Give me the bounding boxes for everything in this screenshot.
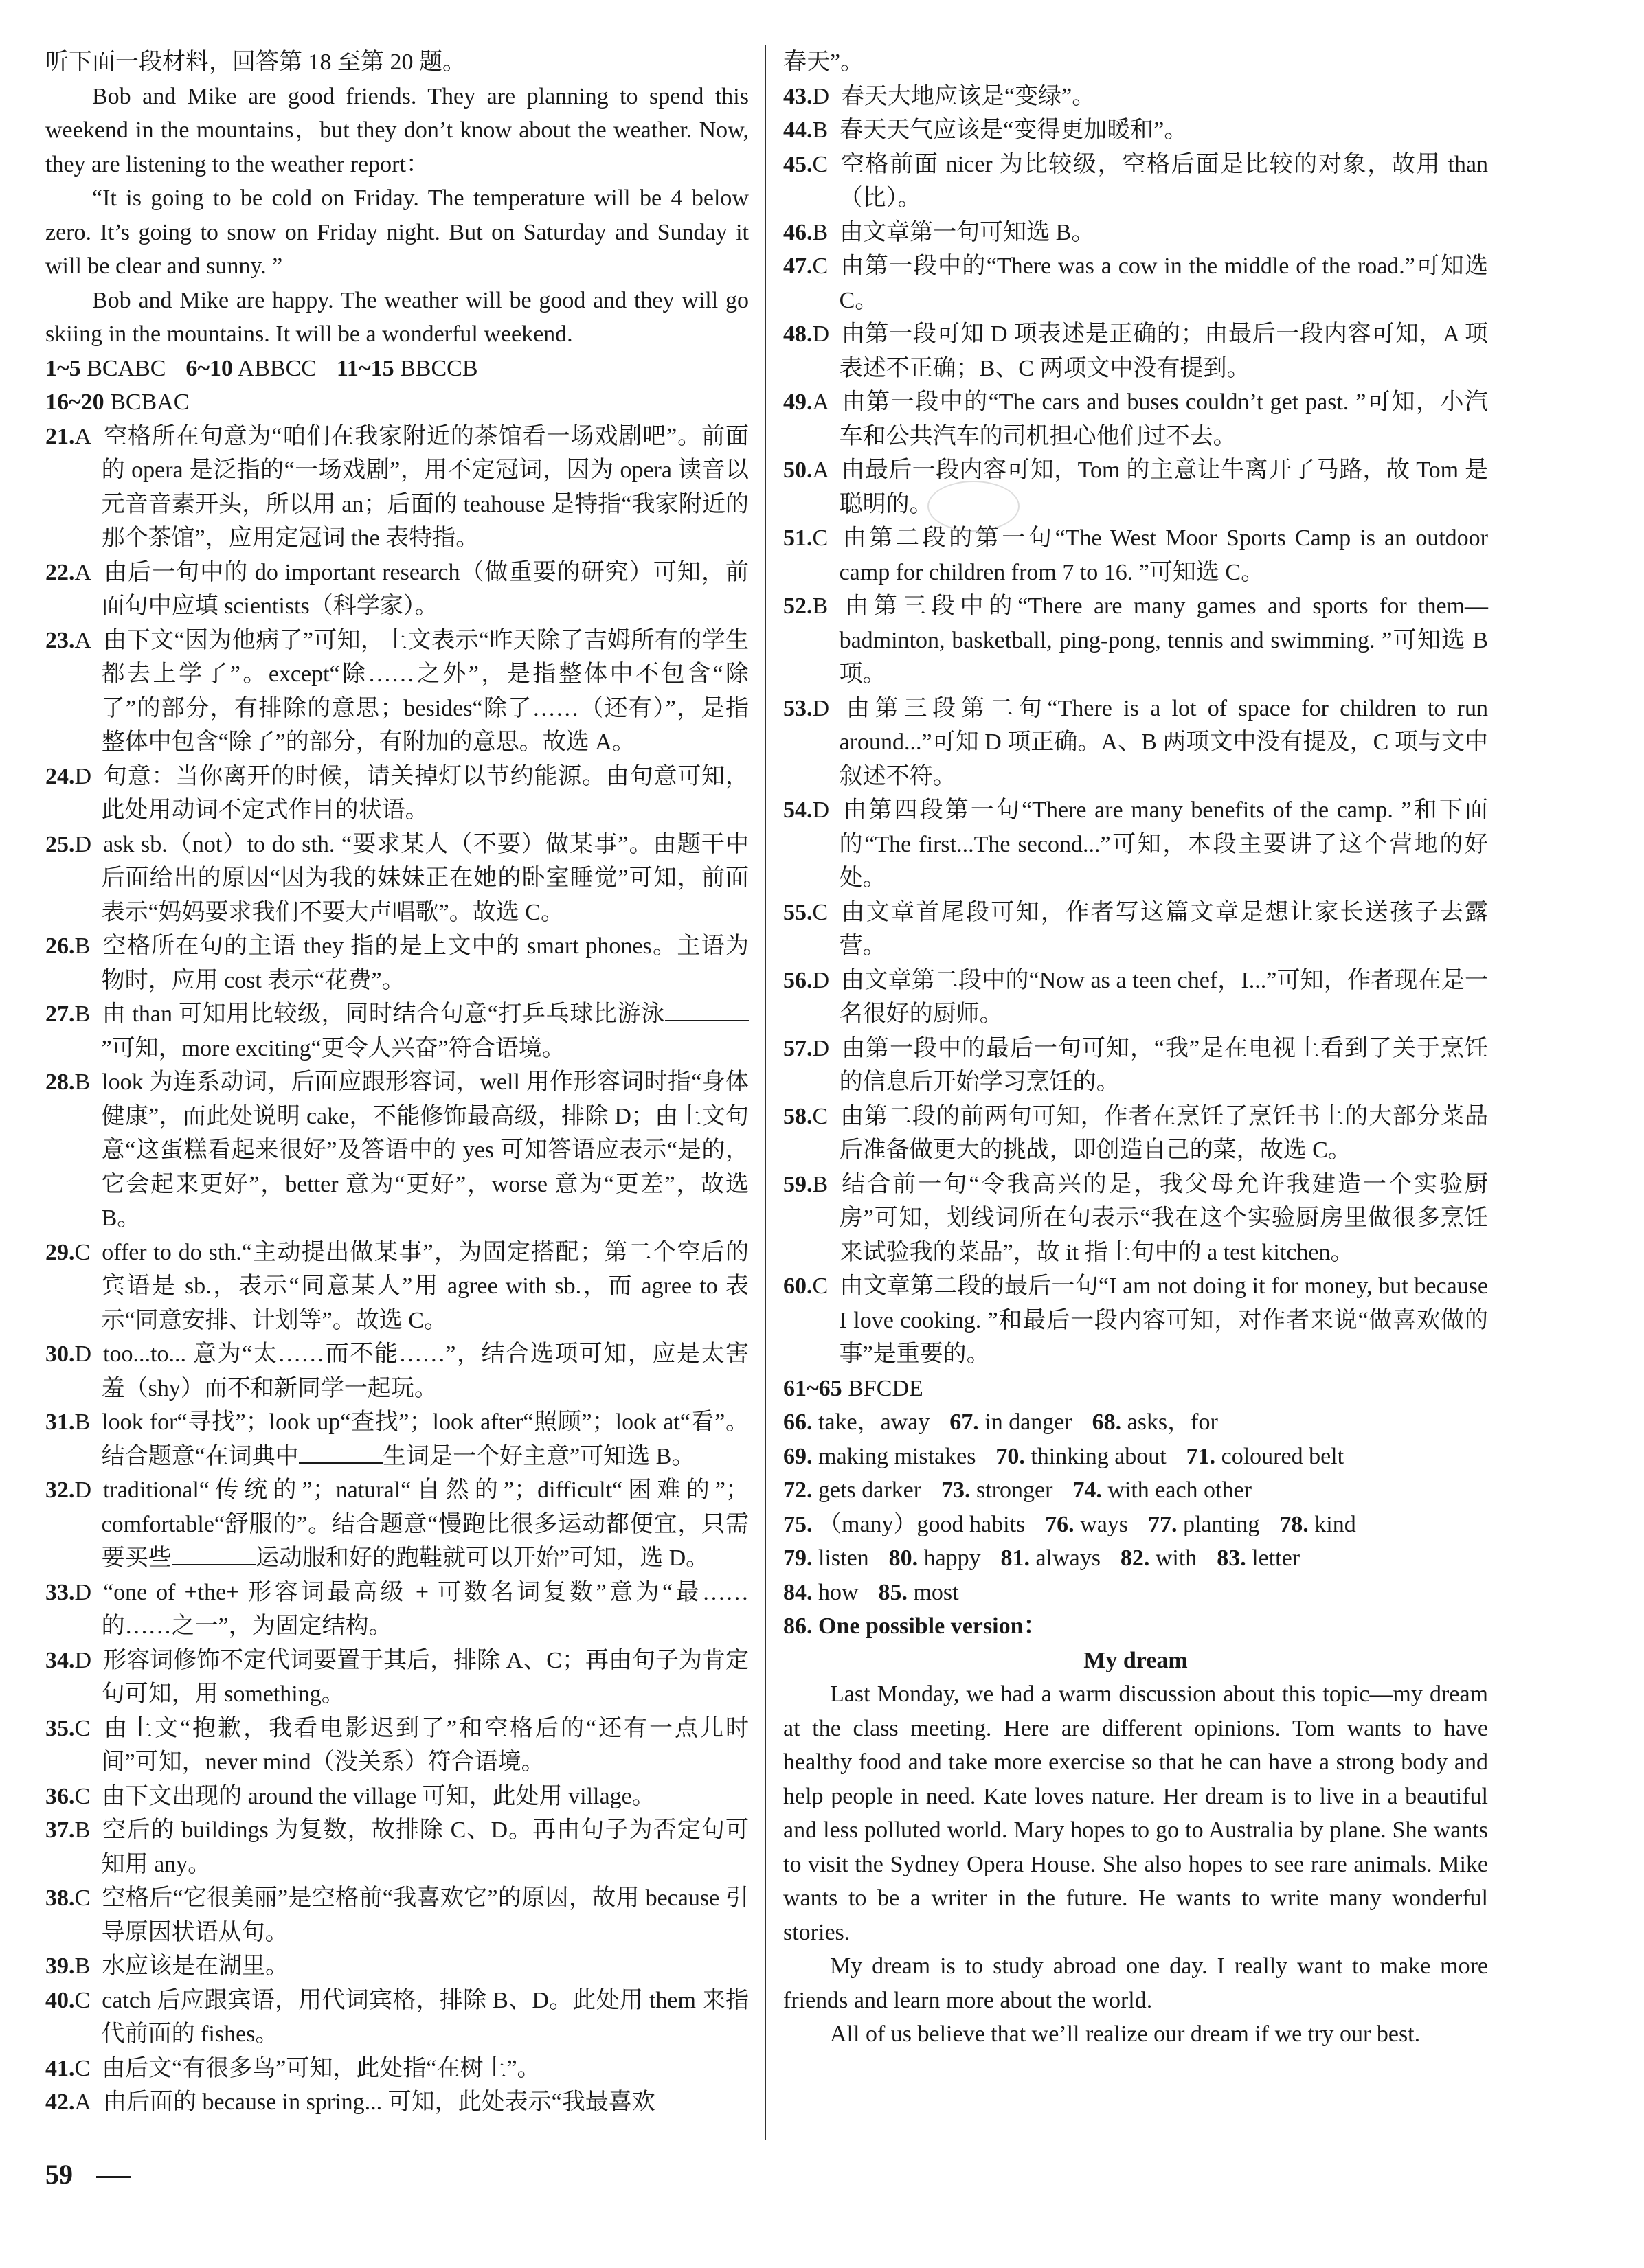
answer-range: 70. xyxy=(995,1443,1025,1469)
explanation: 由第三段第二句“There is a lot of space for children to run around...”可知 D 项正确。A、B 两项文中没有提及，C 项与文中叙述不符。 xyxy=(839,695,1488,789)
answer-number: 48. xyxy=(783,321,813,347)
answer-range: 72. xyxy=(783,1477,813,1503)
answer-key: A xyxy=(74,423,92,449)
answer-item xyxy=(783,793,1488,896)
answer-value: coloured belt xyxy=(1221,1443,1344,1469)
answer-group xyxy=(1001,1545,1101,1571)
answer-range: 81. xyxy=(1000,1545,1031,1571)
answer-group xyxy=(1186,1444,1344,1469)
explanation: 由文章第二段的最后一句“I am not doing it for money, but because I love cooking. ”和最后一段内容可知，对作者来说“做喜欢做的事”是重要的。 xyxy=(839,1273,1488,1367)
answer-item xyxy=(783,589,1488,692)
explanation: 空格所在句的主语 they 指的是上文中的 smart phones。主语为物时，应用 cost 表示“花费”。 xyxy=(101,933,749,993)
explanation: 由下文出现的 around the village 可知，此处用 village。 xyxy=(102,1783,655,1809)
answer-number: 26. xyxy=(45,933,75,959)
text-line: 春天”。 xyxy=(783,49,864,75)
answer-range: 71. xyxy=(1186,1443,1216,1469)
answer-range: 76. xyxy=(1045,1511,1074,1537)
answer-key: B xyxy=(74,1001,91,1027)
answer-group xyxy=(1148,1512,1259,1537)
answer-number: 60. xyxy=(783,1273,813,1299)
answer-number: 27. xyxy=(45,1001,75,1027)
explanation: 空后的 buildings 为复数，故排除 C、D。再由句子为否定句可知用 any。 xyxy=(101,1817,749,1877)
explanation: 由第一段中的“There was a cow in the middle of the road.”可知选 C。 xyxy=(839,253,1488,313)
answer-range: 66. xyxy=(783,1409,813,1435)
answer-value: ABBCC xyxy=(237,355,317,381)
explanation: 由后一句中的 do important research（做重要的研究）可知，前面句中应填 scientists（科学家）。 xyxy=(101,559,749,619)
answer-key: B xyxy=(74,933,91,959)
answer-item xyxy=(45,1473,749,1576)
answer-range: 67. xyxy=(949,1409,979,1435)
answer-item xyxy=(45,1881,749,1949)
answer-value: BBCCB xyxy=(400,355,478,381)
answer-number: 34. xyxy=(45,1647,75,1673)
answer-key: D xyxy=(812,797,830,823)
answer-number: 86. xyxy=(783,1613,813,1639)
answer-number: 37. xyxy=(45,1817,75,1843)
answer-key: B xyxy=(74,1817,91,1843)
answer-item xyxy=(783,385,1488,453)
answer-item xyxy=(45,1576,749,1644)
answer-key: B xyxy=(74,1409,91,1435)
answer-key: A xyxy=(74,627,92,653)
answer-range: 74. xyxy=(1072,1477,1102,1503)
answer-key: D xyxy=(812,83,830,109)
answer-number: 29. xyxy=(45,1239,75,1265)
answer-item xyxy=(783,964,1488,1032)
answer-group xyxy=(337,356,478,381)
answer-number: 23. xyxy=(45,627,75,653)
answer-value: with each other xyxy=(1107,1477,1252,1503)
answer-range: 11~15 xyxy=(336,355,394,381)
answer-number: 49. xyxy=(783,389,813,415)
explanation: 由第一段中的最后一句可知，“我”是在电视上看到了关于烹饪的信息后开始学习烹饪的。 xyxy=(839,1035,1488,1095)
answer-key: A xyxy=(812,389,830,415)
answer-value: asks，for xyxy=(1127,1409,1218,1435)
answer-group xyxy=(1121,1545,1197,1571)
answer-number: 52. xyxy=(783,593,813,619)
explanation-cont: 生词是一个好主意”可知选 B。 xyxy=(383,1443,695,1469)
answer-number: 33. xyxy=(45,1579,75,1605)
explanation: look for“寻找”；look up“查找”；look after“照顾”；look at“看”。结合题意“在词典中 xyxy=(101,1409,749,1469)
answer-number: 59. xyxy=(783,1171,813,1197)
explanation: 由后面的 because in spring... 可知，此处表示“我最喜欢 xyxy=(103,2089,655,2115)
answer-group xyxy=(1092,1409,1218,1435)
answer-key: D xyxy=(812,1035,830,1061)
answer-key: B xyxy=(812,1171,829,1197)
answer-key: C xyxy=(74,2055,91,2081)
answer-range: 77. xyxy=(1147,1511,1178,1537)
answer-row xyxy=(783,1576,1488,1610)
answer-range: 61~65 xyxy=(783,1375,842,1401)
answer-group xyxy=(783,1409,930,1435)
answer-number: 38. xyxy=(45,1885,75,1911)
answer-value: BCBAC xyxy=(110,389,190,415)
explanation: 空格后“它很美丽”是空格前“我喜欢它”的原因，故用 because 引导原因状语从句。 xyxy=(101,1885,749,1945)
answer-row xyxy=(783,1372,1488,1406)
answer-item xyxy=(45,828,749,930)
answer-number: 46. xyxy=(783,219,813,245)
explanation: 形容词修饰不定代词要置于其后，排除 A、C；再由句子为肯定句可知，用 something。 xyxy=(101,1647,749,1707)
answer-number: 41. xyxy=(45,2055,75,2081)
answer-number: 44. xyxy=(783,117,813,143)
answer-key: D xyxy=(74,1647,92,1673)
answer-key: B xyxy=(74,1069,91,1095)
answer-key: C xyxy=(812,253,829,279)
column-divider xyxy=(765,45,766,2140)
answer-value: listen xyxy=(818,1545,869,1571)
explanation: 由后文“有很多鸟”可知，此处指“在树上”。 xyxy=(102,2055,541,2081)
answer-range: 16~20 xyxy=(45,389,104,415)
answer-number: 45. xyxy=(783,151,813,177)
answer-key: C xyxy=(812,525,829,551)
answer-item xyxy=(783,521,1488,589)
answer-value: most xyxy=(913,1579,959,1605)
answer-value: kind xyxy=(1314,1511,1356,1537)
answer-range: 6~10 xyxy=(185,355,234,381)
watermark-stamp xyxy=(927,481,1020,532)
answer-group xyxy=(783,1545,869,1571)
answer-key: D xyxy=(812,967,830,993)
answer-item xyxy=(45,2085,749,2120)
answer-value: always xyxy=(1035,1545,1101,1571)
answer-key: C xyxy=(812,151,829,177)
answer-item xyxy=(783,317,1488,385)
answer-key: A xyxy=(74,559,92,585)
page-number: 59 xyxy=(45,2159,73,2190)
explanation: 由第二段的前两句可知，作者在烹饪了烹饪书上的大部分菜品后准备做更大的挑战，即创造自己的菜，故选 C。 xyxy=(839,1103,1488,1163)
answer-range: 84. xyxy=(783,1579,813,1605)
answer-number: 54. xyxy=(783,797,813,823)
answer-key: C xyxy=(74,1239,91,1265)
answer-key: B xyxy=(74,1953,91,1979)
blank-line xyxy=(665,999,749,1021)
answer-number: 22. xyxy=(45,559,75,585)
answer-range: 80. xyxy=(888,1545,919,1571)
answer-group xyxy=(783,1512,1025,1537)
answer-number: 50. xyxy=(783,457,813,483)
answer-value: thinking about xyxy=(1031,1443,1167,1469)
page-number-dash xyxy=(96,2176,131,2178)
answer-value: BCABC xyxy=(87,355,166,381)
answer-item xyxy=(45,556,749,624)
answer-number: 30. xyxy=(45,1341,75,1367)
answer-number: 42. xyxy=(45,2089,75,2115)
explanation: 春天天气应该是“变得更加暖和”。 xyxy=(840,117,1188,143)
answer-item xyxy=(45,420,749,556)
answer-item xyxy=(783,249,1488,317)
answer-item xyxy=(45,1949,749,1984)
answer-number: 51. xyxy=(783,525,813,551)
answer-group xyxy=(783,1580,859,1605)
explanation: 由文章首尾段可知，作者写这篇文章是想让家长送孩子去露营。 xyxy=(839,899,1488,959)
explanation: 由第二段的第一句“The West Moor Sports Camp is an outdoor camp for children from 7 to 16. ”可知选 C。 xyxy=(839,525,1488,585)
answer-item xyxy=(783,692,1488,794)
answer-value: planting xyxy=(1182,1511,1260,1537)
answer-item xyxy=(45,929,749,997)
answer-number: 58. xyxy=(783,1103,813,1129)
answer-range: 85. xyxy=(878,1579,908,1605)
answer-group xyxy=(45,356,166,381)
answer-item xyxy=(45,1236,749,1338)
answer-group xyxy=(185,356,317,381)
explanation: too...to... 意为“太……而不能……”，结合选项可知，应是太害羞（shy）而不和新同学一起玩。 xyxy=(101,1341,749,1401)
answer-item xyxy=(783,1269,1488,1372)
explanation: offer to do sth.“主动提出做某事”，为固定搭配；第二个空后的宾语是 sb.，表示“同意某人”用 agree with sb.，而 agree to 表示“同意安排、计划等”。故选 C。 xyxy=(101,1239,749,1333)
explanation: 句意：当你离开的时候，请关掉灯以节约能源。由句意可知，此处用动词不定式作目的状语。 xyxy=(101,763,749,823)
answer-value: BFCDE xyxy=(848,1375,923,1401)
explanation: 由文章第二段中的“Now as a teen chef，I...”可知，作者现在是一名很好的厨师。 xyxy=(839,967,1488,1027)
answer-row xyxy=(783,1541,1488,1576)
answer-value: stronger xyxy=(976,1477,1053,1503)
answer-item xyxy=(45,1405,749,1473)
answer-item xyxy=(45,1780,749,1814)
answer-number: 21. xyxy=(45,423,75,449)
answer-number: 43. xyxy=(783,83,813,109)
paragraph: Bob and Mike are happy. The weather will be good and they will go skiing in the mountains. It will be a wonderful weekend. xyxy=(45,287,749,347)
answer-row xyxy=(783,1405,1488,1440)
answer-number: 47. xyxy=(783,253,813,279)
answer-item xyxy=(45,1337,749,1405)
paragraph: Last Monday, we had a warm discussion about this topic—my dream at the class meeting. Here are different opinions. Tom wants to have healthy food and take more exercise so that he can have a strong body and help people in need. Kate loves nature. Her dream is to live in a beautiful and less polluted world. Mary hopes to go to Australia by plane. She wants to visit the Sydney Opera House. She also hopes to see rare animals. Mike wants to be a writer in the future. He wants to write many wonderful stories. xyxy=(783,1681,1488,1945)
answer-item xyxy=(45,2052,749,2086)
answer-number: 31. xyxy=(45,1409,75,1435)
answer-key: D xyxy=(74,763,92,789)
answer-group xyxy=(1045,1512,1128,1537)
answer-key: A xyxy=(812,457,830,483)
answer-group xyxy=(1279,1512,1355,1537)
answer-range: 75. xyxy=(783,1511,813,1537)
answer-range: 1~5 xyxy=(45,355,81,381)
answer-key: B xyxy=(812,219,829,245)
answer-item xyxy=(45,1644,749,1712)
answer-row xyxy=(783,1473,1488,1508)
answer-number: 35. xyxy=(45,1715,75,1741)
answer-number: 24. xyxy=(45,763,75,789)
answer-number: 57. xyxy=(783,1035,813,1061)
explanation: 空格所在句意为“咱们在我家附近的茶馆看一场戏剧吧”。前面的 opera 是泛指的“一场戏剧”，用不定冠词，因为 opera 读音以元音音素开头，所以用 an；后面的 teahouse 是特指“我家附近的那个茶馆”，应用定冠词 the 表特指。 xyxy=(101,423,749,551)
answer-item xyxy=(45,1065,749,1236)
answer-number: 28. xyxy=(45,1069,75,1095)
right-column xyxy=(783,45,1488,2052)
answer-item xyxy=(45,1813,749,1881)
explanation: 结合前一句“令我高兴的是，我父母允许我建造一个实验厨房”可知，划线词所在句表示“我在这个实验厨房里做很多烹饪来试验我的菜品”，故 it 指上句中的 a test kitchen。 xyxy=(839,1171,1488,1265)
explanation: 由第四段第一句“There are many benefits of the camp. ”和下面的“The first...The second...”可知，本段主要讲了这个营地的好处。 xyxy=(839,797,1488,891)
answer-item xyxy=(45,1984,749,2052)
answer-number: 25. xyxy=(45,831,75,857)
explanation: 春天大地应该是“变绿”。 xyxy=(841,83,1096,109)
answer-item xyxy=(45,760,749,828)
answer-key: D xyxy=(74,831,92,857)
answer-key: C xyxy=(74,1783,91,1809)
answer-key: C xyxy=(812,899,829,925)
answer-value: in danger xyxy=(984,1409,1072,1435)
answer-number: 55. xyxy=(783,899,813,925)
answer-item xyxy=(45,1712,749,1780)
answer-group xyxy=(949,1409,1072,1435)
answer-item xyxy=(783,148,1488,216)
answer-number: 36. xyxy=(45,1783,75,1809)
answer-key: D xyxy=(74,1477,92,1503)
answer-item xyxy=(783,1032,1488,1100)
explanation: ask sb.（not）to do sth. “要求某人（不要）做某事”。由题干中后面给出的原因“因为我的妹妹正在她的卧室睡觉”可知，前面表示“妈妈要求我们不要大声唱歌”。故选 C。 xyxy=(101,831,749,925)
answer-key: D xyxy=(812,321,830,347)
blank-line xyxy=(299,1441,383,1464)
paragraph: “It is going to be cold on Friday. The temperature will be 4 below zero. It’s going to snow on Friday night. But on Saturday and Sunday it will be clear and sunny. ” xyxy=(45,185,749,279)
paragraph: Bob and Mike are good friends. They are planning to spend this weekend in the mountains，but they don’t know about the weather. Now, they are listening to the weather report： xyxy=(45,83,749,177)
answer-key: B xyxy=(812,117,829,143)
answer-number: 32. xyxy=(45,1477,75,1503)
explanation: 由 than 可知用比较级，同时结合句意“打乒乓球比游泳 xyxy=(102,1001,665,1027)
answer-group xyxy=(995,1444,1166,1469)
answer-value: making mistakes xyxy=(818,1443,976,1469)
left-column xyxy=(45,45,749,2120)
paragraph: My dream is to study abroad one day. I really want to make more friends and learn more about the world. xyxy=(783,1953,1488,2013)
explanation: 由最后一段内容可知，Tom 的主意让牛离开了马路，故 Tom 是聪明的。 xyxy=(839,457,1488,517)
answer-value: gets darker xyxy=(818,1477,922,1503)
answer-key: D xyxy=(812,695,830,721)
answer-item xyxy=(783,80,1488,114)
answer-row xyxy=(783,1440,1488,1474)
answer-item xyxy=(783,453,1488,521)
answer-range: 82. xyxy=(1120,1545,1150,1571)
answer-key: C xyxy=(812,1103,829,1129)
answer-range: 83. xyxy=(1217,1545,1246,1571)
answer-row xyxy=(783,1508,1488,1542)
answer-key: D xyxy=(74,1341,92,1367)
explanation: 水应该是在湖里。 xyxy=(102,1953,289,1979)
explanation: look 为连系动词，后面应跟形容词，well 用作形容词时指“身体健康”，而此处说明 cake，不能修饰最高级，排除 D；由上文句意“这蛋糕看起来很好”及答语中的 yes 可知答语应表示“是的，它会起来更好”，better 意为“更好”，worse 意为“更差”，故选 B。 xyxy=(101,1069,749,1231)
answer-group xyxy=(941,1477,1052,1503)
answer-range: 73. xyxy=(941,1477,971,1503)
answer-group xyxy=(1217,1545,1300,1571)
answer-key: C xyxy=(812,1273,829,1299)
answer-group xyxy=(878,1580,958,1605)
essay-title: My dream xyxy=(1083,1647,1188,1673)
answer-range: 68. xyxy=(1092,1409,1122,1435)
explanation: 空格前面 nicer 为比较级，空格后面是比较的对象，故用 than（比）。 xyxy=(839,151,1488,211)
explanation: “one of +the+ 形容词最高级 + 可数名词复数”意为“最……的……之一”，为固定结构。 xyxy=(101,1579,749,1639)
explanation: traditional“传统的”；natural“自然的”；difficult“困难的”；comfortable“舒服的”。结合题意“慢跑比很多运动都便宜，只需要买些 xyxy=(101,1477,749,1571)
blank-line xyxy=(172,1543,256,1565)
answer-row xyxy=(45,352,749,386)
explanation: 由第三段中的“There are many games and sports for them—badminton, basketball, ping-pong, tennis and swimming. ”可知选 B 项。 xyxy=(839,593,1488,687)
paragraph: All of us believe that we’ll realize our dream if we try our best. xyxy=(830,2021,1421,2047)
answer-key: B xyxy=(812,593,829,619)
answer-item xyxy=(783,216,1488,250)
answer-number: 40. xyxy=(45,1987,75,2013)
answer-group xyxy=(889,1545,981,1571)
text-line: 听下面一段材料，回答第 18 至第 20 题。 xyxy=(45,49,466,75)
explanation: 由上文“抱歉，我看电影迟到了”和空格后的“还有一点儿时间”可知，never mind（没关系）符合语境。 xyxy=(101,1715,749,1775)
answer-item xyxy=(783,1168,1488,1270)
answer-item xyxy=(783,896,1488,964)
answer-key: C xyxy=(74,1715,91,1741)
answer-key: C xyxy=(74,1987,91,2013)
answer-group xyxy=(45,389,189,415)
answer-number: 53. xyxy=(783,695,813,721)
answer-group xyxy=(783,1477,921,1503)
explanation: 由文章第一句可知选 B。 xyxy=(840,219,1095,245)
explanation: catch 后应跟宾语，用代词宾格，排除 B、D。此处用 them 来指代前面的 fishes。 xyxy=(101,1987,749,2047)
answer-heading xyxy=(783,1609,1488,1644)
answer-row xyxy=(45,385,749,420)
answer-item xyxy=(45,624,749,760)
answer-key: C xyxy=(74,1885,91,1911)
answer-value: ways xyxy=(1080,1511,1129,1537)
explanation-cont: 运动服和好的跑鞋就可以开始”可知，选 D。 xyxy=(255,1545,710,1571)
explanation: 由第一段可知 D 项表述是正确的；由最后一段内容可知，A 项表述不正确；B、C 两项文中没有提到。 xyxy=(839,321,1488,381)
answer-item xyxy=(783,1100,1488,1168)
answer-item xyxy=(45,997,749,1065)
answer-value: happy xyxy=(923,1545,981,1571)
answer-range: 78. xyxy=(1279,1511,1309,1537)
answer-value: how xyxy=(818,1579,859,1605)
answer-item xyxy=(783,113,1488,148)
answer-value: （many）good habits xyxy=(818,1511,1026,1537)
answer-value: take，away xyxy=(818,1409,930,1435)
answer-range: 69. xyxy=(783,1443,813,1469)
answer-heading-text: One possible version： xyxy=(818,1613,1047,1639)
explanation-cont: ”可知，more exciting“更令人兴奋”符合语境。 xyxy=(101,1035,565,1061)
explanation: 由下文“因为他病了”可知，上文表示“昨天除了吉姆所有的学生都去上学了”。except“除……之外”，是指整体中不包含“除了”的部分，有排除的意思；besides“除了……（还有）”，是指整体中包含“除了”的部分，有附加的意思。故选 A。 xyxy=(101,627,749,755)
answer-group xyxy=(1072,1477,1252,1503)
answer-key: A xyxy=(74,2089,92,2115)
answer-key: D xyxy=(74,1579,92,1605)
answer-number: 56. xyxy=(783,967,813,993)
answer-number: 39. xyxy=(45,1953,75,1979)
answer-range: 79. xyxy=(783,1545,813,1571)
answer-value: with xyxy=(1155,1545,1197,1571)
answer-value: letter xyxy=(1252,1545,1300,1571)
explanation: 由第一段中的“The cars and buses couldn’t get past. ”可知，小汽车和公共汽车的司机担心他们过不去。 xyxy=(839,389,1488,449)
answer-group xyxy=(783,1376,923,1401)
answer-group xyxy=(783,1444,976,1469)
